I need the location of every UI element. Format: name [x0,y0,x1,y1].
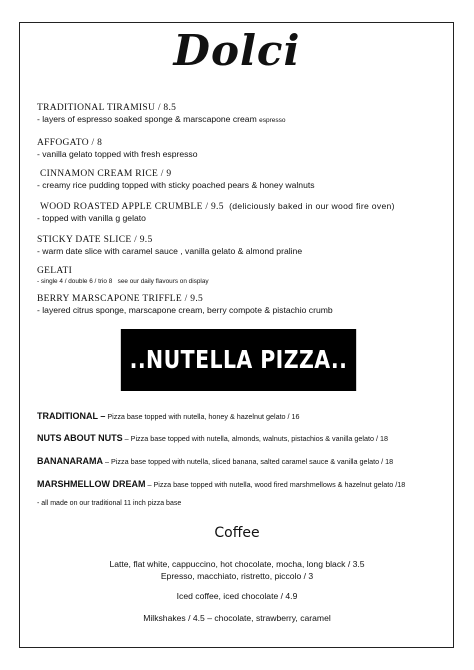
pizza-item [37,479,452,489]
pizza-name: MARSHMELLOW DREAM [37,479,146,489]
dessert-name: GELATI [37,266,73,276]
dessert-name: BERRY MARSCAPONE TRIFFLE / 9.5 [37,294,204,304]
dessert-description: - layered citrus sponge, marscapone cream, berry compote & pistachio crumb [37,305,333,315]
dessert-name: CINNAMON CREAM RICE / 9 [40,169,172,179]
dessert-item [37,201,445,223]
pizza-item [37,411,452,421]
pizza-name: BANANARAMA [37,456,103,466]
coffee-line: Latte, flat white, cappuccino, hot chocolate, mocha, long black / 3.5 [109,559,365,569]
dessert-name: WOOD ROASTED APPLE CRUMBLE / 9.5 (deliciously baked in our wood fire oven) [40,201,395,212]
dessert-description: - creamy rice pudding topped with sticky poached pears & honey walnuts [37,180,315,190]
dessert-description: - vanilla gelato topped with fresh espresso [37,149,198,159]
dessert-name: TRADITIONAL TIRAMISU / 8.5 [37,103,177,113]
pizza-description: – Pizza base topped with nutella, wood fired marshmellows & hazelnut gelato /18 [147,480,406,489]
dessert-item [37,266,442,285]
coffee-heading: Coffee [214,525,260,541]
pizza-item [37,456,452,466]
menu-title: Dolci [173,26,301,75]
pizza-base-note: - all made on our traditional 11 inch pizza base [37,500,182,507]
coffee-line: Epresso, macchiato, ristretto, piccolo / 3 [160,571,314,581]
pizza-description: Pizza base topped with nutella, honey & hazelnut gelato / 16 [107,412,300,421]
coffee-line: Iced coffee, iced chocolate / 4.9 [176,591,298,601]
dessert-item [37,169,445,190]
dessert-description: - topped with vanilla g gelato [37,213,146,223]
pizza-item [37,433,452,443]
dessert-description: - single 4 / double 6 / trio 8 see our daily flavours on display [37,278,209,285]
dessert-description: - layers of espresso soaked sponge & marscapone cream espresso [37,114,286,124]
pizza-description: – Pizza base topped with nutella, almonds, walnuts, pistachios & vanilla gelato / 18 [124,434,388,443]
pizza-description: – Pizza base topped with nutella, sliced banana, salted caramel sauce & vanilla gelato / 18 [105,457,394,466]
nutella-pizza-banner: ..NUTELLA PIZZA.. [121,329,356,391]
dessert-name: STICKY DATE SLICE / 9.5 [37,235,153,245]
dessert-description: - warm date slice with caramel sauce , vanilla gelato & almond praline [37,246,303,256]
dessert-item [37,235,442,256]
pizza-name: NUTS ABOUT NUTS [37,433,123,443]
dessert-item [37,103,442,124]
dessert-name: AFFOGATO / 8 [37,138,103,148]
dessert-item [37,138,442,159]
coffee-line: Milkshakes / 4.5 – chocolate, strawberry, caramel [143,613,331,623]
pizza-name: TRADITIONAL – [37,411,106,421]
dessert-item [37,294,442,315]
